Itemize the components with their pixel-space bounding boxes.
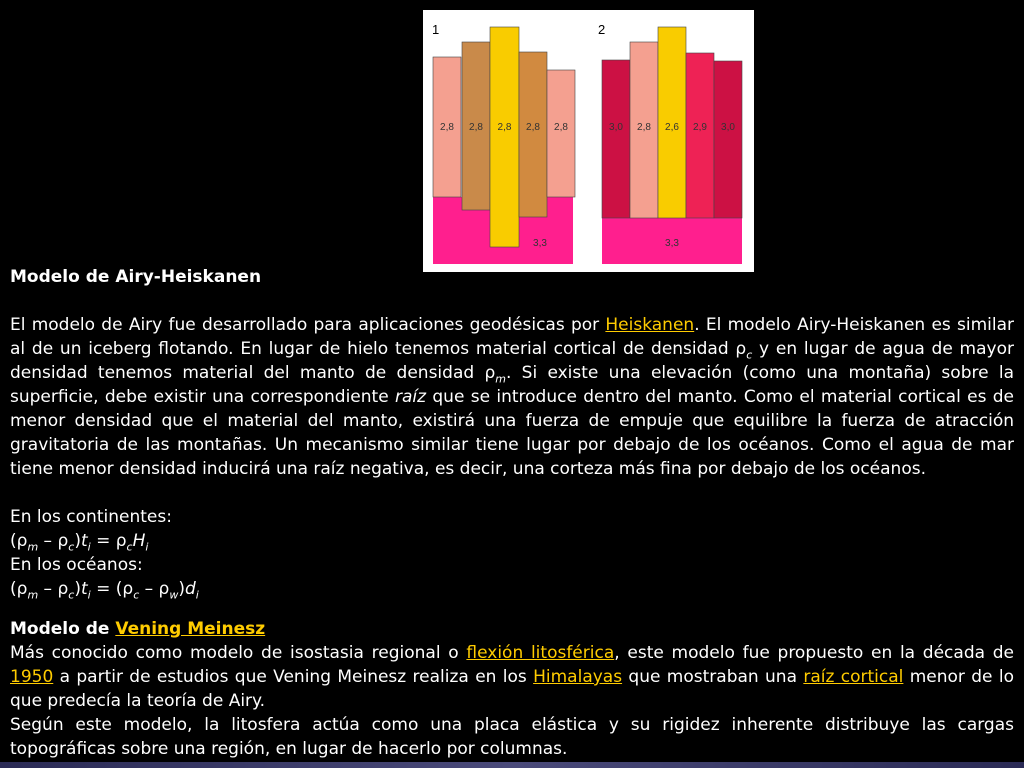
vening-paragraph-2: Según este modelo, la litosfera actúa como una placa elástica y su rigidez inherente distribuye las cargas topográficas sobre una región, en lugar de hacerlo por columnas.	[10, 715, 1014, 759]
vening-meinesz-link[interactable]: Vening Meinesz	[115, 619, 266, 639]
himalayas-link[interactable]: Himalayas	[533, 667, 623, 687]
rho-m-subscript: m	[495, 372, 506, 386]
panel2-column-density: 3,0	[609, 122, 623, 133]
rho-c-subscript: c	[746, 348, 753, 362]
vening-heading	[10, 617, 1014, 641]
heiskanen-link[interactable]: Heiskanen	[605, 315, 695, 335]
panel2-column-density: 2,9	[693, 122, 707, 133]
panel2-column	[714, 61, 742, 218]
continents-label: En los continentes:	[10, 507, 172, 527]
raiz-cortical-link[interactable]: raíz cortical	[803, 667, 904, 687]
panel2-columns	[602, 27, 742, 264]
vening-text: a partir de estudios que Vening Meinesz realiza en los	[53, 667, 534, 687]
year-1950-link[interactable]: 1950	[10, 667, 54, 687]
panel1-column-density: 2,8	[554, 122, 568, 133]
vening-text: menor de lo que predecía la teoría de Airy.	[10, 667, 1014, 711]
panel2-column	[686, 53, 714, 218]
panel1-column-density: 2,8	[526, 122, 540, 133]
panel2-column-density: 2,6	[665, 122, 679, 133]
vening-heading-prefix: Modelo de	[10, 619, 116, 639]
airy-paragraph	[10, 313, 1014, 481]
vening-paragraph	[10, 641, 1014, 713]
mantle2-density: 3,3	[665, 238, 679, 249]
panel1-column-density: 2,8	[440, 122, 454, 133]
oceans-label: En los océanos:	[10, 555, 143, 575]
vening-text: , este modelo fue propuesto en la década de	[614, 643, 1015, 663]
airy-text: . Si existe una elevación (como una montaña) sobre la superficie, debe existir una correspondiente	[10, 363, 1014, 407]
airy-heading: Modelo de Airy-Heiskanen	[10, 267, 262, 287]
panel2-label: 2	[598, 22, 606, 37]
panel2-column	[602, 60, 630, 218]
panel2-column-density: 2,8	[637, 122, 651, 133]
airy-text: que se introduce dentro del manto. Como el material cortical es de menor densidad que el material del manto, existirá una fuerza de empuje que equilibre la fuerza de atracción gravitatoria de las montañas. Un mecanismo similar tiene lugar por debajo de los océanos. Como el agua de mar tiene menor densidad inducirá una raíz negativa, es decir, una corteza más fina por debajo de los océanos.	[10, 387, 1015, 479]
bottom-bar	[0, 762, 1024, 768]
vening-text: Más conocido como modelo de isostasia regional o	[10, 643, 467, 663]
panel1-column	[547, 70, 575, 197]
panel1-column	[490, 27, 519, 247]
mantle1-density: 3,3	[533, 238, 547, 249]
panel1-label: 1	[432, 22, 440, 37]
vening-text: que mostraban una	[622, 667, 804, 687]
panel1-columns	[433, 27, 575, 264]
airy-text: y en lugar de agua de mayor densidad tenemos material del manto de densidad ρ	[10, 339, 1014, 383]
continents-formula: $(\rho_m - \rho_c)t_i = \rho_cH_i$	[10, 531, 149, 554]
isostasy-diagram	[423, 10, 754, 272]
flexion-litosferica-link[interactable]: flexión litosférica	[466, 643, 615, 663]
airy-text: . El modelo Airy-Heiskanen es similar al de un iceberg flotando. En lugar de hielo tenemos material cortical de densidad ρ	[10, 315, 1015, 359]
isostasy-figure	[423, 10, 754, 272]
panel1-column-density: 2,8	[497, 122, 512, 133]
panel2-column-density: 3,0	[721, 122, 735, 133]
panel1-column-density: 2,8	[469, 122, 483, 133]
raiz-italic: raíz	[395, 387, 427, 407]
oceans-formula: $(\rho_m - \rho_c)t_i = (\rho_c - \rho_w)d_i$	[10, 579, 199, 602]
airy-text: El modelo de Airy fue desarrollado para aplicaciones geodésicas por	[10, 315, 606, 335]
panel1-column	[519, 52, 547, 217]
